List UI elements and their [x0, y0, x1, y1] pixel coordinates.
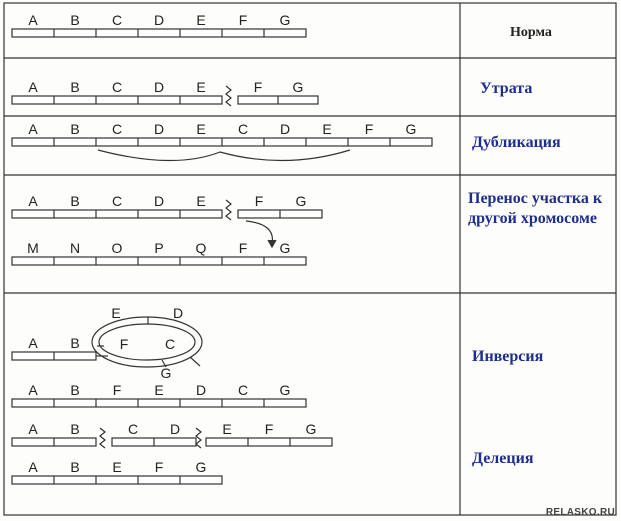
duplication-row-gene-5: C: [237, 121, 249, 137]
break-mark: [226, 86, 231, 106]
duplication-arcs: [98, 150, 350, 161]
loss-row-left-gene-3: D: [153, 79, 165, 95]
deletion-a-gene-0: A: [28, 421, 38, 437]
inversion-result-gene-3: E: [154, 382, 164, 398]
deletion-a-gene-1: B: [70, 421, 80, 437]
deletion-result-gene-1: B: [70, 459, 80, 475]
break-mark: [196, 428, 201, 448]
label-norm: Норма: [510, 25, 552, 40]
watermark: RELASKO.RU: [545, 507, 615, 518]
norm-row-gene-2: C: [111, 12, 123, 28]
deletion-c-gene-0: E: [222, 421, 232, 437]
deletion-result-gene-2: E: [112, 459, 122, 475]
label-duplication: Дубликация: [472, 134, 561, 151]
transfer-bottom-gene-6: G: [279, 240, 291, 256]
transfer-top-left-gene-0: A: [28, 193, 38, 209]
loss-row-left-gene-2: C: [111, 79, 123, 95]
loss-row-right-gene-1: G: [292, 79, 304, 95]
transfer-bottom-gene-4: Q: [195, 240, 207, 256]
inversion-tail-gene: G: [160, 365, 172, 381]
norm-row-gene-3: D: [153, 12, 165, 28]
duplication-row-gene-2: C: [111, 121, 123, 137]
transfer-bottom-gene-5: F: [238, 240, 248, 256]
inversion-straight-gene-0: A: [28, 335, 38, 351]
norm-row-gene-0: A: [28, 12, 38, 28]
deletion-c-bar: [206, 438, 332, 446]
duplication-row-gene-8: F: [364, 121, 374, 137]
deletion-c-gene-1: F: [264, 421, 274, 437]
duplication-row-gene-1: B: [70, 121, 80, 137]
norm-row-gene-6: G: [279, 12, 291, 28]
transfer-bottom-bar: [12, 257, 306, 265]
transfer-top-left-bar: [12, 210, 222, 218]
transfer-top-left-gene-3: D: [153, 193, 165, 209]
transfer-bottom-gene-3: P: [154, 240, 164, 256]
label-translocation: Перенос участка к другой хромосоме: [468, 190, 603, 227]
transfer-top-left-gene-1: B: [70, 193, 80, 209]
deletion-result-gene-3: F: [154, 459, 164, 475]
duplication-row-gene-6: D: [279, 121, 291, 137]
break-mark: [100, 428, 105, 448]
transfer-arrow: [246, 221, 276, 247]
loss-row-left-gene-0: A: [28, 79, 38, 95]
deletion-result-bar: [12, 476, 222, 484]
norm-row-gene-1: B: [70, 12, 80, 28]
label-loss: Утрата: [480, 80, 533, 97]
inversion-result-gene-0: A: [28, 382, 38, 398]
inversion-result-gene-5: C: [237, 382, 249, 398]
duplication-row-gene-9: G: [405, 121, 417, 137]
transfer-bottom-gene-1: N: [69, 240, 81, 256]
inversion-loop-gene-0: E: [111, 305, 121, 321]
deletion-b-gene-1: D: [169, 421, 181, 437]
label-inversion: Инверсия: [472, 348, 544, 365]
transfer-top-left-gene-2: C: [111, 193, 123, 209]
transfer-top-left-gene-4: E: [196, 193, 206, 209]
loss-row-right-gene-0: F: [253, 79, 263, 95]
loss-row-left-gene-1: B: [70, 79, 80, 95]
norm-row-gene-5: F: [238, 12, 248, 28]
loss-row-left-bar: [12, 96, 222, 104]
deletion-b-gene-0: C: [127, 421, 139, 437]
inversion-straight-gene-1: B: [70, 335, 80, 351]
inversion-loop: [92, 317, 202, 367]
label-deletion: Делеция: [472, 450, 534, 467]
loss-row-left-gene-4: E: [196, 79, 206, 95]
inversion-result-gene-1: B: [70, 382, 80, 398]
duplication-row-gene-3: D: [153, 121, 165, 137]
transfer-top-right-gene-0: F: [254, 193, 264, 209]
norm-row-bar: [12, 29, 306, 37]
deletion-c-gene-2: G: [305, 421, 317, 437]
inversion-inner-gene-0: F: [119, 336, 129, 352]
transfer-top-right-gene-1: G: [295, 193, 307, 209]
deletion-result-gene-0: A: [28, 459, 38, 475]
inversion-result-gene-2: F: [112, 382, 122, 398]
transfer-bottom-gene-2: O: [111, 240, 123, 256]
transfer-bottom-gene-0: M: [27, 240, 39, 256]
inversion-result-bar: [12, 399, 306, 407]
duplication-row-gene-4: E: [196, 121, 206, 137]
deletion-result-gene-4: G: [195, 459, 207, 475]
norm-row-gene-4: E: [196, 12, 206, 28]
inversion-result-gene-4: D: [195, 382, 207, 398]
duplication-row-gene-7: E: [322, 121, 332, 137]
inversion-loop-gene-1: D: [172, 305, 184, 321]
break-mark: [226, 200, 231, 220]
inversion-result-gene-6: G: [279, 382, 291, 398]
inversion-inner-gene-1: C: [164, 336, 176, 352]
duplication-row-gene-0: A: [28, 121, 38, 137]
